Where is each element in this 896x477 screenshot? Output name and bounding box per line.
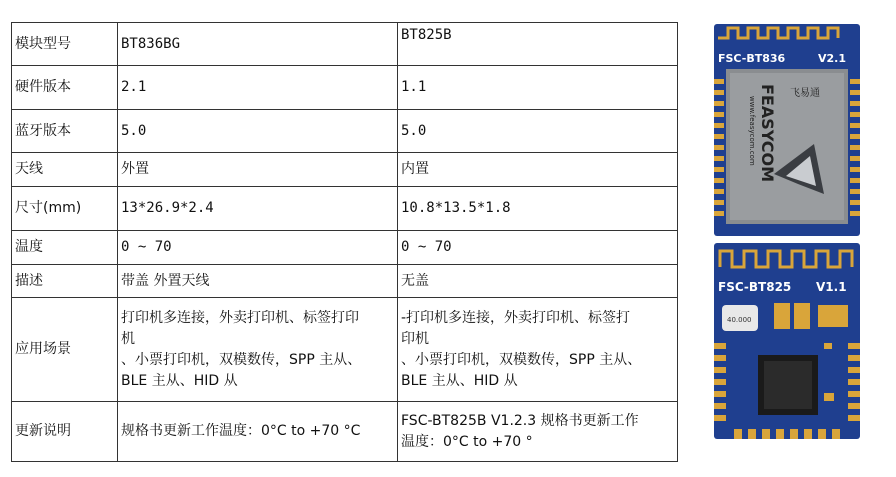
row-label: 硬件版本 [12, 66, 118, 110]
table-row [12, 265, 678, 298]
pad [774, 303, 790, 329]
bt836-value: BT836BG [118, 23, 398, 66]
bt836-value: 0 ~ 70 [118, 231, 398, 265]
bt825-value [398, 298, 678, 402]
bt825-module-image [714, 243, 860, 439]
module-version-text: V2.1 [818, 52, 846, 65]
table-row [12, 66, 678, 110]
bt825-value [398, 402, 678, 462]
pad [824, 393, 834, 401]
bt836-value: 外置 [118, 153, 398, 187]
text-line: FSC-BT825B V1.2.3 规格书更新工作 [401, 412, 639, 429]
module-name-text: FSC-BT825 [718, 280, 792, 294]
spec-table [11, 22, 678, 462]
row-label: 模块型号 [12, 23, 118, 66]
table-row [12, 187, 678, 231]
table-row [12, 298, 678, 402]
table-row [12, 110, 678, 153]
module-name-text: FSC-BT836 [718, 52, 786, 65]
bt836-value: 2.1 [118, 66, 398, 110]
bt836-value [118, 298, 398, 402]
text-line: -打印机多连接，外卖打印机、标签打 [401, 309, 631, 326]
row-label: 更新说明 [12, 402, 118, 462]
pad [818, 305, 848, 327]
row-label: 尺寸(mm) [12, 187, 118, 231]
module-version-text: V1.1 [816, 280, 847, 294]
bt825-value: 1.1 [398, 66, 678, 110]
table-row [12, 153, 678, 187]
shield-inner [730, 73, 844, 220]
crystal-text: 40.000 [727, 316, 752, 324]
brand-url-text: www.feasycom.com [748, 96, 756, 166]
row-label: 描述 [12, 265, 118, 298]
text-line: 印机 [401, 330, 429, 347]
bt825-value: 5.0 [398, 110, 678, 153]
text-line: 、小票打印机，双模数传，SPP 主从、 [401, 351, 642, 368]
table-row [12, 231, 678, 265]
row-label: 蓝牙版本 [12, 110, 118, 153]
table-row [12, 23, 678, 66]
bt825-value: 内置 [398, 153, 678, 187]
bt836-value: 5.0 [118, 110, 398, 153]
bt825-value: 0 ~ 70 [398, 231, 678, 265]
bt825-value: 无盖 [398, 265, 678, 298]
text-line: BLE 主从、HID 从 [121, 372, 238, 389]
chip-die [764, 361, 812, 409]
text-line: 打印机多连接，外卖打印机、标签打印 [121, 309, 359, 326]
text-line: 温度：0°C to +70 ° [401, 433, 533, 450]
bt825-value: BT825B [398, 23, 678, 66]
pad [794, 303, 810, 329]
pad [824, 343, 832, 349]
row-label: 温度 [12, 231, 118, 265]
bt825-value: 10.8*13.5*1.8 [398, 187, 678, 231]
row-label: 应用场景 [12, 298, 118, 402]
bt836-value: 规格书更新工作温度：0°C to +70 °C [118, 402, 398, 462]
bt836-value: 13*26.9*2.4 [118, 187, 398, 231]
text-line: 机 [121, 330, 135, 347]
bt836-module-image [714, 24, 860, 236]
text-line: 、小票打印机，双模数传，SPP 主从、 [121, 351, 362, 368]
row-label: 天线 [12, 153, 118, 187]
brand-text: FEASYCOM [758, 84, 777, 183]
bt836-value: 带盖 外置天线 [118, 265, 398, 298]
text-line: BLE 主从、HID 从 [401, 372, 518, 389]
cn-brand-text: 飞易通 [790, 88, 820, 99]
table-row [12, 402, 678, 462]
